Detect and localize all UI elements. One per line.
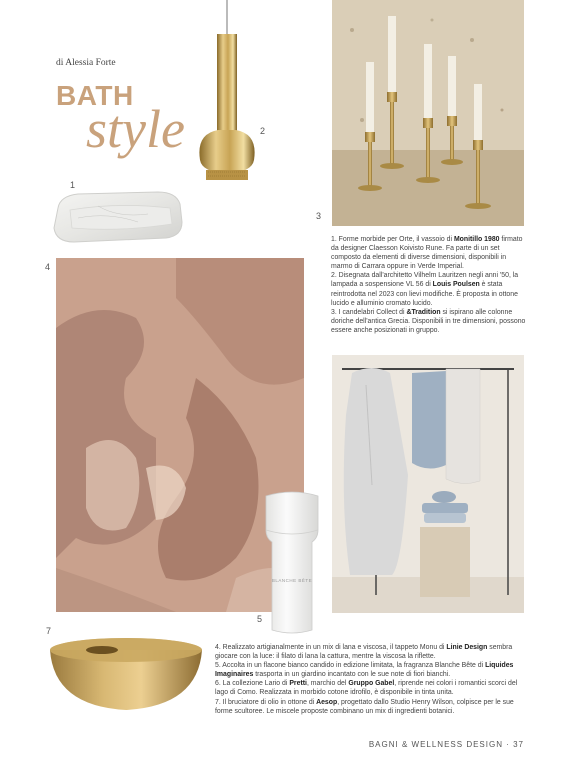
- fragrance-bottle-image: [262, 490, 322, 636]
- towels-photo: [332, 355, 524, 613]
- candle-holders-photo: [332, 0, 524, 226]
- caption-item-6: 6. La collezione Lario di Pretti, marchio del Gruppo Gabel, riprende nei colori i romantici scorci del lago di Como. Realizzata in morbido cotone idrofilo, è disponibile in tinta unita.: [215, 680, 518, 697]
- marble-tray-image: [48, 188, 188, 246]
- item-number-3: 3: [316, 211, 322, 221]
- byline: di Alessia Forte: [56, 58, 116, 68]
- item-number-7: 7: [46, 626, 52, 636]
- caption-item-3: 3. I candelabri Collect di &Tradition si ispirano alle colonne doriche dell'antica Grecia. Disponibili in tre dimensioni, possono essere anche posizionati in gruppo.: [331, 308, 526, 334]
- caption-item-2: 2. Disegnata dall'architetto Vilhelm Lauritzen negli anni '50, la lampada a sospensione VL 56 di Louis Poulsen è stata reintrodotta nel 2023 con lievi modifiche. È proposta in ottone lucido e alluminio cromato lucido.: [331, 272, 519, 307]
- item-number-4: 4: [45, 262, 51, 272]
- caption-item-1: 1. Forme morbide per Orte, il vassoio di Monitillo 1980 firmato da designer Claesson Koivisto Rune. Fa parte di un set composto da elementi di diverse dimensioni, disponibili in marmo di Carrara oppure in Verde Imperial.: [331, 236, 523, 271]
- bottle-label: BLANCHE BÊTE: [271, 578, 313, 583]
- page-footer: BAGNI & WELLNESS DESIGN · 37: [368, 740, 524, 749]
- caption-block-1: [331, 235, 527, 335]
- title-style: style: [86, 99, 185, 159]
- caption-item-4: 4. Realizzato artigianalmente in un mix di lana e viscosa, il tappeto Monu di Linie Design sembra giocare con la luce: il filato di lana la cattura, mentre la viscosa la riflette.: [215, 644, 513, 661]
- item-number-5: 5: [257, 614, 263, 624]
- caption-item-5: 5. Accolta in un flacone bianco candido in edizione limitata, la fragranza Blanche Bête di Liquides Imaginaires trasporta in un giardino incantato con le sue note di fiori bianchi.: [215, 662, 514, 679]
- pendant-lamp-image: [192, 0, 262, 205]
- item-number-2: 2: [260, 126, 266, 136]
- title-bath: BATH: [56, 80, 134, 111]
- caption-block-2: [215, 643, 527, 716]
- item-number-1: 1: [70, 180, 76, 190]
- oil-burner-image: [46, 630, 206, 718]
- caption-item-7: 7. Il bruciatore di olio in ottone di Aesop, progettato dallo Studio Henry Wilson, colpisce per le sue forme scultoree. Le miscele proposte combinano un mix di ingredienti botanici.: [215, 698, 514, 715]
